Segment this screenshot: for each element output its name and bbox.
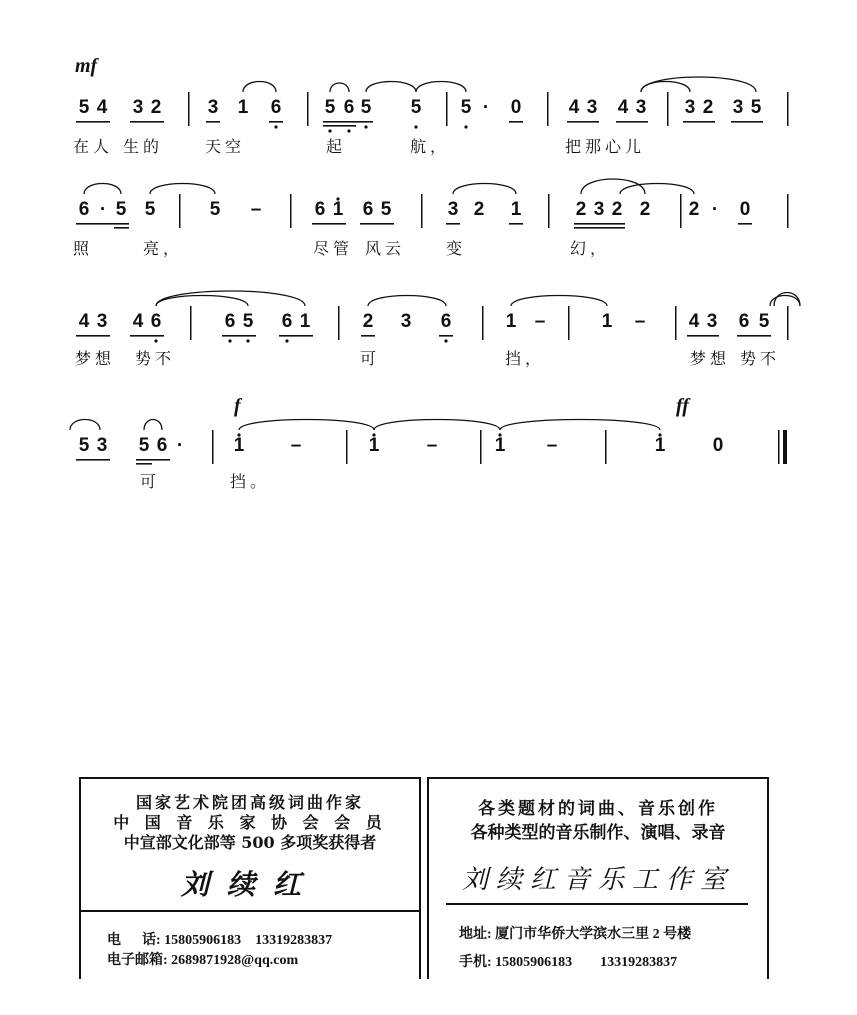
- lyric: 可: [140, 472, 161, 491]
- note: 3: [684, 97, 696, 118]
- note: 2: [575, 199, 587, 220]
- note: 5: [209, 199, 221, 220]
- note: 3: [447, 199, 459, 220]
- note: 6: [343, 97, 355, 118]
- composer-card: [79, 777, 421, 979]
- underline: [738, 223, 752, 225]
- note: 2: [362, 311, 374, 332]
- note: 5: [144, 199, 156, 220]
- lyric: 天空: [205, 137, 246, 156]
- tie-arc: [239, 420, 374, 431]
- lyric: 势不: [135, 349, 176, 368]
- note: ·: [176, 435, 184, 456]
- underline: [269, 121, 283, 123]
- note: –: [426, 435, 438, 456]
- lyric: 梦想: [75, 349, 116, 368]
- barline: [605, 430, 607, 464]
- lyric: 亮，: [143, 239, 184, 258]
- note: 3: [706, 311, 718, 332]
- low-octave-dot: [347, 129, 350, 132]
- barline: [212, 430, 214, 464]
- note: 1: [510, 199, 522, 220]
- note: 1: [494, 435, 506, 456]
- barline: [787, 194, 789, 228]
- dynamic-mf: mf: [75, 55, 98, 77]
- underline: [279, 335, 313, 337]
- low-octave-dot: [246, 339, 249, 342]
- note: 1: [233, 435, 245, 456]
- tie-arc: [511, 296, 607, 307]
- lyric: 航，: [410, 137, 451, 156]
- barline: [346, 430, 348, 464]
- note: 2: [611, 199, 623, 220]
- low-octave-dot: [274, 125, 277, 128]
- low-octave-dot: [328, 129, 331, 132]
- note: 4: [96, 97, 108, 118]
- note: 5: [242, 311, 254, 332]
- barline: [290, 194, 292, 228]
- tie-arc: [150, 184, 215, 195]
- tie-arc: [416, 82, 466, 93]
- low-octave-dot: [285, 339, 288, 342]
- email-text: 电子邮箱: 2689871928@qq.com: [107, 953, 299, 968]
- phone-text: 电 话: 15805906183 13319283837: [107, 933, 333, 948]
- lyric: 变: [446, 239, 467, 258]
- note: 2: [702, 97, 714, 118]
- note: 5: [380, 199, 392, 220]
- note: 1: [299, 311, 311, 332]
- note: 4: [568, 97, 580, 118]
- note: 6: [270, 97, 282, 118]
- tie-arc: [581, 179, 645, 194]
- credential-line: 国家艺术院团高级词曲作家: [135, 793, 364, 812]
- barline: [482, 306, 484, 340]
- underline: [136, 459, 170, 461]
- studio-name: 刘续红音乐工作室: [461, 865, 734, 895]
- note: 6: [281, 311, 293, 332]
- note: 1: [654, 435, 666, 456]
- underline: [687, 335, 719, 337]
- credential-line: 中宣部文化部等 500 多项奖获得者: [123, 833, 377, 852]
- tie-arc: [500, 420, 660, 431]
- note: ·: [482, 97, 490, 118]
- lyric: 幻，: [570, 239, 611, 258]
- barline: [667, 92, 669, 126]
- underline: [130, 335, 164, 337]
- note: 6: [224, 311, 236, 332]
- low-octave-dot: [228, 339, 231, 342]
- note: –: [634, 311, 646, 332]
- note: 5: [460, 97, 472, 118]
- underline: [130, 121, 164, 123]
- underline: [312, 223, 346, 225]
- note: 3: [586, 97, 598, 118]
- note: 1: [332, 199, 344, 220]
- note: ·: [711, 199, 719, 220]
- underline: [76, 335, 110, 337]
- barline: [307, 92, 309, 126]
- lyric: 起: [326, 137, 347, 156]
- tie-arc: [156, 291, 305, 306]
- note: 2: [150, 97, 162, 118]
- note: 3: [732, 97, 744, 118]
- underline: [509, 121, 523, 123]
- lyric: 尽管: [313, 239, 354, 258]
- barline: [190, 306, 192, 340]
- note: 2: [688, 199, 700, 220]
- underline: [683, 121, 715, 123]
- barline: [421, 194, 423, 228]
- low-octave-dot: [414, 125, 417, 128]
- lyric: 梦想: [690, 349, 731, 368]
- underline: [206, 121, 220, 123]
- dynamic-f: f: [234, 395, 241, 417]
- note: 3: [132, 97, 144, 118]
- tie-arc: [453, 184, 516, 195]
- barline: [338, 306, 340, 340]
- note: 4: [688, 311, 700, 332]
- tie-arc: [641, 82, 690, 93]
- note: –: [290, 435, 302, 456]
- note: 4: [78, 311, 90, 332]
- barline: [568, 306, 570, 340]
- note: 3: [593, 199, 605, 220]
- barline: [675, 306, 677, 340]
- underline: [567, 121, 599, 123]
- note: 1: [505, 311, 517, 332]
- note: 6: [314, 199, 326, 220]
- note: 6: [738, 311, 750, 332]
- note: 3: [400, 311, 412, 332]
- tie-arc: [366, 82, 416, 93]
- note: 5: [138, 435, 150, 456]
- note: 6: [362, 199, 374, 220]
- tie-arc: [243, 82, 276, 93]
- tie-arc: [368, 296, 446, 307]
- tie-arc: [374, 420, 500, 431]
- tie-arc: [70, 420, 100, 431]
- tie-arc: [620, 184, 694, 195]
- note: 3: [207, 97, 219, 118]
- note: 6: [78, 199, 90, 220]
- note: 5: [78, 435, 90, 456]
- address-text: 地址: 厦门市华侨大学滨水三里 2 号楼: [459, 927, 692, 942]
- lyric: 挡。: [230, 472, 271, 491]
- barline: [480, 430, 482, 464]
- underline: [222, 335, 256, 337]
- note: 6: [440, 311, 452, 332]
- underline: [76, 459, 110, 461]
- underline: [574, 223, 625, 225]
- underline: [737, 335, 771, 337]
- note: –: [546, 435, 558, 456]
- note: 1: [368, 435, 380, 456]
- note: 1: [601, 311, 613, 332]
- divider: [446, 903, 748, 905]
- low-octave-dot: [154, 339, 157, 342]
- note: 0: [510, 97, 522, 118]
- note: 6: [156, 435, 168, 456]
- divider: [81, 910, 419, 912]
- underline: [323, 121, 373, 123]
- composer-name: 刘续红: [180, 868, 319, 901]
- note: 0: [712, 435, 724, 456]
- underline: [439, 335, 453, 337]
- dynamic-ff: ff: [676, 395, 689, 417]
- lyric: 生的: [123, 137, 164, 156]
- note: –: [534, 311, 546, 332]
- tie-arc: [641, 77, 756, 92]
- note: 5: [758, 311, 770, 332]
- studio-card: [427, 777, 769, 979]
- tie-arc: [330, 83, 349, 92]
- underline: [136, 463, 152, 465]
- note: 6: [150, 311, 162, 332]
- note: 3: [96, 435, 108, 456]
- barline: [680, 194, 682, 228]
- note: 3: [96, 311, 108, 332]
- underline: [114, 227, 129, 229]
- barline: [787, 92, 789, 126]
- barline: [548, 194, 550, 228]
- service-line: 各类题材的词曲、音乐创作: [478, 799, 718, 819]
- underline: [76, 121, 110, 123]
- final-barline-thin: [778, 430, 780, 464]
- note: –: [250, 199, 262, 220]
- note: 2: [639, 199, 651, 220]
- underline: [360, 223, 394, 225]
- underline: [731, 121, 763, 123]
- barline: [547, 92, 549, 126]
- note: 3: [635, 97, 647, 118]
- service-line: 各种类型的音乐制作、演唱、录音: [470, 823, 726, 843]
- tie-arc: [84, 184, 121, 195]
- lyric: 风云: [365, 239, 406, 258]
- lyric: 挡，: [505, 349, 546, 368]
- lyric: 势不: [740, 349, 781, 368]
- lyric: 可: [360, 349, 381, 368]
- underline: [616, 121, 648, 123]
- underline: [509, 223, 523, 225]
- barline: [787, 306, 789, 340]
- lyric: 把那心儿: [565, 137, 646, 156]
- tie-arc: [144, 420, 162, 431]
- mobile-text: 手机: 15805906183 13319283837: [459, 955, 678, 970]
- note: 5: [750, 97, 762, 118]
- note: 1: [237, 97, 249, 118]
- underline: [323, 125, 356, 127]
- underline: [446, 223, 460, 225]
- note: 2: [473, 199, 485, 220]
- note: 4: [617, 97, 629, 118]
- note: 5: [115, 199, 127, 220]
- credential-line: 中 国 音 乐 家 协 会 会 员: [113, 813, 387, 832]
- barline: [188, 92, 190, 126]
- underline: [574, 227, 625, 229]
- low-octave-dot: [444, 339, 447, 342]
- barline: [179, 194, 181, 228]
- underline: [361, 335, 375, 337]
- note: 0: [739, 199, 751, 220]
- barline: [446, 92, 448, 126]
- note: 5: [360, 97, 372, 118]
- low-octave-dot: [364, 125, 367, 128]
- note: 5: [324, 97, 336, 118]
- note: 5: [410, 97, 422, 118]
- note: ·: [99, 199, 107, 220]
- note: 4: [132, 311, 144, 332]
- note: 5: [78, 97, 90, 118]
- final-barline-thick: [783, 430, 787, 464]
- underline: [76, 223, 129, 225]
- lyric: 照: [73, 239, 94, 258]
- low-octave-dot: [464, 125, 467, 128]
- lyric: 在人: [73, 137, 114, 156]
